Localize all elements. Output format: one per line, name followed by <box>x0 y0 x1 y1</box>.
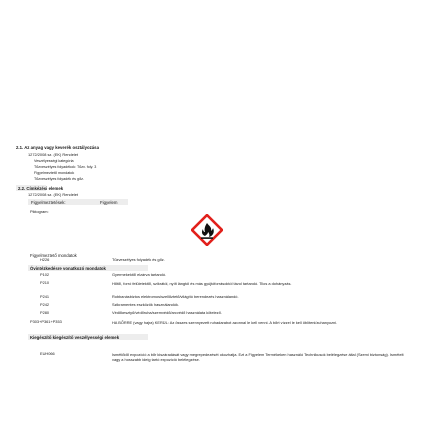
precaution-text: Hőtől, forró felületektől, szikrától, nyílt lángtól és más gyújtóforrásoktól távol tartandó. Tilos a dohányzás. <box>112 281 292 286</box>
pictogram-label: Piktogram: <box>30 209 49 214</box>
supplemental-text: Ismétlődő expozíció a bőr kiszáradását vagy megrepedezését okozhatja. Ezt a Figyelem Termékeken használó Technikusok belélegzése által (Szemi biztonság). Ismételt vagy a hosszabb ideig tartó expozíció belélegzése. <box>112 352 404 362</box>
section-header-labelling <box>16 185 64 191</box>
classification-line: Tűzveszélyes folyadék és gőz. <box>34 177 85 181</box>
hazard-code: H226 <box>40 257 50 262</box>
signal-word-label: Figyelmeztetések: <box>31 200 66 205</box>
precautionary-statements-label: Óvintézkedésre vonatkozó mondatok <box>30 266 106 271</box>
section-title: 2.1. Az anyag vagy keverék osztályozása <box>16 145 99 150</box>
precaution-code: P280 <box>40 310 50 315</box>
classification-line: Tűzveszélyes folyadékok: Tűzv. foly. 3 <box>34 165 97 169</box>
hazard-statements-label: Figyelmeztető mondatok <box>30 253 77 258</box>
precaution-text: Szikramentes eszközök használandók. <box>112 302 180 307</box>
regulation-label: 1272/2008 sz. (EK) Rendelet <box>28 152 78 157</box>
precaution-text: Gyermekektől elzárva tartandó. <box>112 272 167 277</box>
precaution-text: HA BŐRRE (vagy hajra) KERÜL: Az összes szennyezett ruhadarabot azonnal le kell venni. A bőrt vízzel le kell öblíteni/zuhanyozni. <box>112 320 338 325</box>
regulation-label: 1272/2008 sz. (EK) Rendelet <box>28 192 78 197</box>
precaution-text: Robbanásbiztos elektromos/szellőztető/világító berendezés használandó. <box>112 294 239 299</box>
classification-line: Figyelmeztető mondatok <box>34 171 75 175</box>
precaution-text: Védőkesztyű/védőruha/szemvédő/arcvédő használata kötelező. <box>112 310 222 315</box>
precaution-code: P210 <box>40 280 50 285</box>
signal-word-row <box>28 199 128 205</box>
precaution-code: P303+P361+P353 <box>30 319 62 324</box>
supplemental-label: Kiegészítő kiegészítő veszélyességi elemek <box>30 335 120 340</box>
flame-pictogram <box>191 214 223 246</box>
section-header-classification <box>16 144 432 150</box>
precaution-code: P242 <box>40 302 50 307</box>
supplemental-code: EUH066 <box>40 351 55 356</box>
precautionary-statements-header <box>28 265 148 271</box>
precaution-code: P102 <box>40 272 50 277</box>
precaution-code: P241 <box>40 294 50 299</box>
signal-word-value: Figyelem <box>100 200 118 205</box>
supplemental-header <box>28 334 148 340</box>
section-title: 2.2. Címkézési elemek <box>18 186 64 191</box>
classification-line: Veszélyességi kategória <box>34 159 74 163</box>
hazard-text: Tűzveszélyes folyadék és gőz. <box>112 257 165 262</box>
